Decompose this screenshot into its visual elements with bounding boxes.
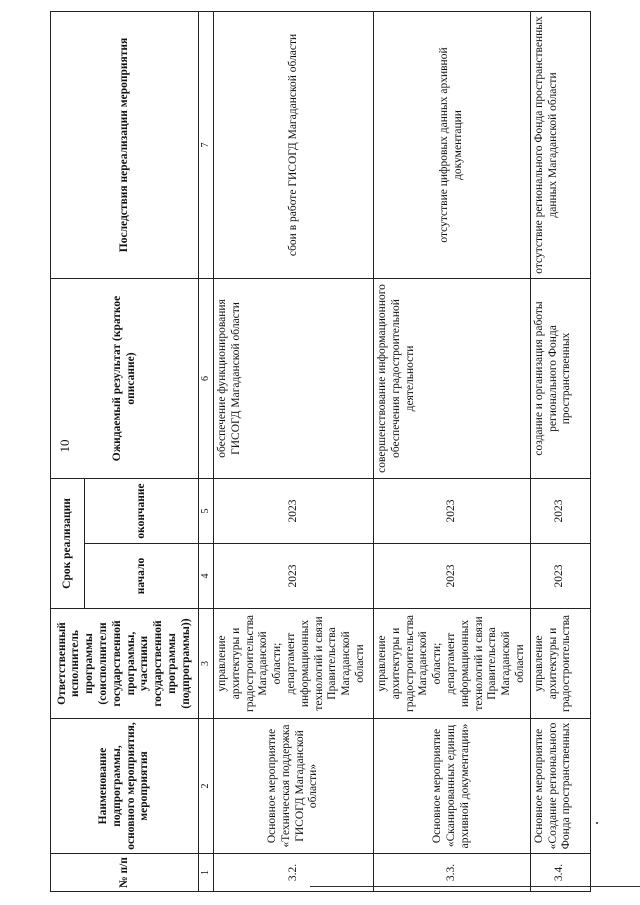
bottom-rule <box>310 886 640 887</box>
row-end: 2023 <box>214 478 374 543</box>
table-row <box>530 11 590 891</box>
header-num: № п/п <box>51 854 199 892</box>
row-consequences: отсутствие регионального Фонда пространственных данных Магаданской области <box>530 11 590 278</box>
page-number: 10 <box>57 439 72 453</box>
row-name: Основное мероприятие «Создание регионального Фонда пространственных <box>530 719 590 854</box>
column-number: 1 <box>199 854 214 892</box>
row-responsible: управление архитектуры и градостроительства Магаданской области; департамент информационных технологий и связи Правительства Магаданской области <box>214 609 374 719</box>
row-consequences: отсутствие цифровых данных архивной документации <box>374 11 531 278</box>
header-consequences: Последствия нереализации мероприятия <box>51 11 199 278</box>
row-num: 3.2. <box>214 854 374 892</box>
row-result: создание и организация работы регионального Фонда пространственных <box>530 278 590 478</box>
header-period: Срок реализации <box>51 478 85 608</box>
row-start: 2023 <box>530 544 590 609</box>
row-name: Основное мероприятие «Сканированных единиц архивной документации» <box>374 719 531 854</box>
header-result: Ожидаемый результат (краткое описание) <box>51 278 199 478</box>
header-start: начало <box>85 544 199 609</box>
column-number: 5 <box>199 478 214 543</box>
row-end: 2023 <box>530 478 590 543</box>
column-number: 4 <box>199 544 214 609</box>
row-start: 2023 <box>374 544 531 609</box>
row-num: 3.3. <box>374 854 531 892</box>
row-name: Основное мероприятие «Техническая поддержка ГИСОГД Магаданской области» <box>214 719 374 854</box>
column-number: 2 <box>199 719 214 854</box>
row-end: 2023 <box>374 478 531 543</box>
row-responsible: управление архитектуры и градостроительства Магаданской области; департамент информационных технологий и связи Правительства Магаданской области <box>374 609 531 719</box>
row-result: совершенствование информационного обеспечения градостроительной деятельности <box>374 278 531 478</box>
column-number: 3 <box>199 609 214 719</box>
header-name: Наименование подпрограммы, основного мероприятия, мероприятия <box>51 719 199 854</box>
column-number: 6 <box>199 278 214 478</box>
scan-speck <box>596 822 598 824</box>
table-row <box>374 11 531 891</box>
column-number: 7 <box>199 11 214 278</box>
table-row <box>214 11 374 891</box>
column-number-row <box>199 11 214 891</box>
row-num: 3.4. <box>530 854 590 892</box>
row-result: обеспечение функционирования ГИСОГД Магаданской области <box>214 278 374 478</box>
activities-table <box>50 11 591 892</box>
row-responsible: управление архитектуры и градостроительства <box>530 609 590 719</box>
row-start: 2023 <box>214 544 374 609</box>
header-responsible: Ответственный исполнитель программы (соисполнители государственной программы, участники государственной программы (подпрограммы)) <box>51 609 199 719</box>
row-consequences: сбои в работе ГИСОГД Магаданской области <box>214 11 374 278</box>
header-end: окончание <box>85 478 199 543</box>
rotated-table-container <box>50 12 590 892</box>
